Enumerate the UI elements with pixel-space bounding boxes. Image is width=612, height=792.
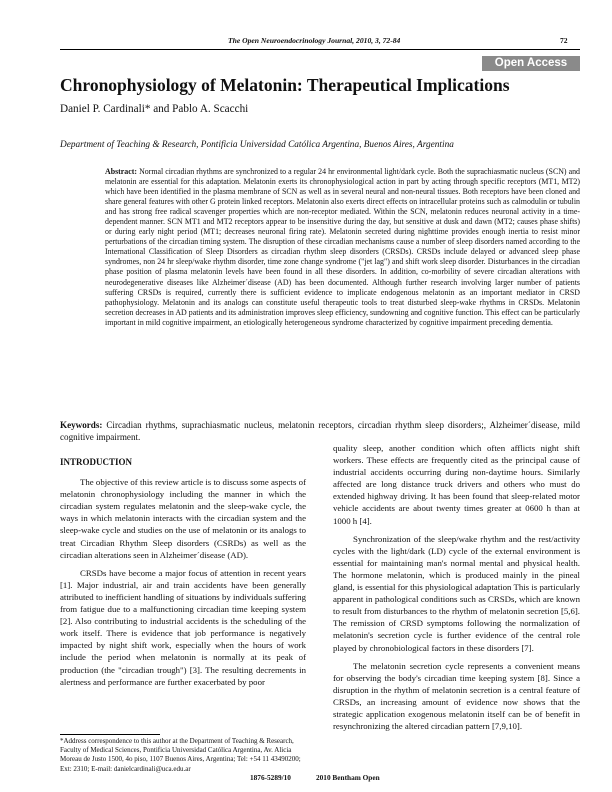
correspondence-footnote: *Address correspondence to this author at the Department of Teaching & Research, Faculty of Medical Sciences, Pontificia Universidad Católica Argentina, Av. Alicia Moreau de Justo 1500, 4o piso, 1107 Buenos Aires, Argentina; Tel: +54 11 43490200; Ext: 2310; E-mail: danielcardinali@uca.edu.ar bbox=[60, 737, 301, 773]
section-heading: INTRODUCTION bbox=[60, 457, 133, 467]
page-number: 72 bbox=[560, 36, 568, 45]
keywords bbox=[60, 420, 580, 443]
paragraph: The objective of this review article is to discuss some aspects of melatonin chronophysiology including the manner in which the circadian system regulates melatonin and the sleep-wake cycle, the ways in which melatonin interacts with the circadian system and the sleep-wake cycle and studies on the use of melatonin or its analogs to treat Circadian Rhythm Sleep disorders (CSRDs) as well as the circadian alterations seen in Alzheimer´disease (AD). bbox=[60, 477, 306, 560]
paragraph: quality sleep, another condition which often afflicts night shift workers. These effects are frequently cited as the principal cause of industrial accidents occurring during non-daytime hours. Similarly affected are long distance truck drivers and others who must do extended highway driving. It has been found that sleep-related motor vehicle accidents are about twenty times greater at 0600 h than at 1000 h [4]. bbox=[333, 443, 580, 526]
open-access-badge: Open Access bbox=[482, 56, 580, 71]
author-list: Daniel P. Cardinali* and Pablo A. Scacchi bbox=[60, 103, 249, 115]
keywords-text: Circadian rhythms, suprachiasmatic nucleus, melatonin receptors, circadian rhythm sleep disorders;, Alzheimer´disease, mild cognitive impairment. bbox=[60, 420, 580, 442]
header-rule bbox=[60, 49, 580, 50]
paragraph: Synchronization of the sleep/wake rhythm and the rest/activity cycles with the light/dark (LD) cycle of the external environment is essential for maintaining man's normal mental and physical health. The hormone melatonin, which is produced mainly in the pineal gland, is essential for this physiological adaptation This is particularly apparent in pathological conditions such as CRSDs, which are known to result from disturbances to the rhythm of melatonin secretion [5,6]. The remission of CRSD symptoms following the normalization of melatonin's secretion cycle is further evidence of the central role played by chronobiological factors in these disorders [7]. bbox=[333, 533, 580, 653]
journal-citation: The Open Neuroendocrinology Journal, 2010, 3, 72-84 bbox=[228, 36, 401, 45]
footnote-rule bbox=[60, 734, 160, 735]
keywords-label: Keywords: bbox=[60, 420, 103, 430]
publisher: 2010 Bentham Open bbox=[316, 773, 380, 782]
abstract-text: Normal circadian rhythms are synchronized to a regular 24 hr environmental light/dark cycle. Both the suprachiasmatic nucleus (SCN) and melatonin are essential for this adaptation. Melatonin exerts its chronophysiological action in part by acting through specific receptors (MT1, MT2) which have been identified in the plasma membrane of SCN as well as in several neural and non-neural tissues. Both receptors have been cloned and share general features with other G protein linked receptors. Melatonin also exerts direct effects on intracellular proteins such as calmodulin or tubulin and has strong free radical scavenger properties which are non-receptor mediated. Within the SCN, melatonin reduces neuronal activity in a time-dependent manner. SCN MT1 and MT2 receptors appear to be insensitive during the day, but sensitive at dusk and dawn (MT2; causes phase shifts) or during early night period (MT1; decreases neuronal firing rate). Melatonin secreted during nighttime provides enough inertia to resist minor perturbations of the circadian timing system. The disruption of these circadian mechanisms cause a number of sleep disorders named according to the International Classification of Sleep Disorders as circadian rhythm sleep disorders (CRSDs). CRSDs include delayed or advanced sleep phase syndromes, non 24 hr sleep/wake rhythm disorder, time zone change syndrome ("jet lag") and shift work sleep disorder. Disturbances in the circadian phase position of plasma melatonin levels have been found in all these disorders. In addition, co-morbility of severe circadian alterations with neurodegenerative diseases like Alzheimer´disease (AD) has been documented. Although further research involving larger number of patients suffering CRSDs is required, currently there is sufficient evidence to implicate endogenous melatonin as an important mediator in CRSD pathophysiology. Melatonin and its analogs can constitute useful therapeutic tools to treat disturbed sleep-wake rhythms in CRSDs. Melatonin secretion decreases in AD patients and its administration improves sleep efficiency, sundowning and cognitive function. This effect can be particularly important in mild cognitive impairment, an etiologically heterogeneous syndrome characterized by cognitive impairment preceding dementia. bbox=[105, 167, 580, 327]
right-column bbox=[333, 442, 580, 732]
left-column bbox=[60, 456, 306, 688]
paragraph: The melatonin secretion cycle represents a convenient means for observing the body's circadian time keeping system [8]. Since a disruption in the rhythm of melatonin secretion is a central feature of CRSDs, an increasing amount of evidence now shows that the strategic application exogenous melatonin itself can be of benefit in resynchronizing the altered circadian pattern [7,9,10]. bbox=[333, 660, 580, 732]
affiliation: Department of Teaching & Research, Pontificia Universidad Católica Argentina, Buenos Aires, Argentina bbox=[60, 140, 454, 150]
paragraph: CRSDs have become a major focus of attention in recent years [1]. Major industrial, air and train accidents have been generally attributed to inefficient handling of situations by individuals suffering from fatigue due to a malfunctioning circadian time keeping system [2]. Also contributing to industrial accidents is the scheduling of the work itself. There is evidence that job performance is negatively impacted by night shift work, especially when the hours of work include the period when melatonin is normally at its peak of production (the "circadian trough") [3]. The resulting decrements in alertness and performance are further exacerbated by poor bbox=[60, 567, 306, 687]
abstract-label: Abstract: bbox=[105, 167, 137, 176]
article-title: Chronophysiology of Melatonin: Therapeutical Implications bbox=[60, 75, 510, 95]
abstract bbox=[105, 167, 580, 328]
issn: 1876-5289/10 bbox=[250, 773, 291, 782]
